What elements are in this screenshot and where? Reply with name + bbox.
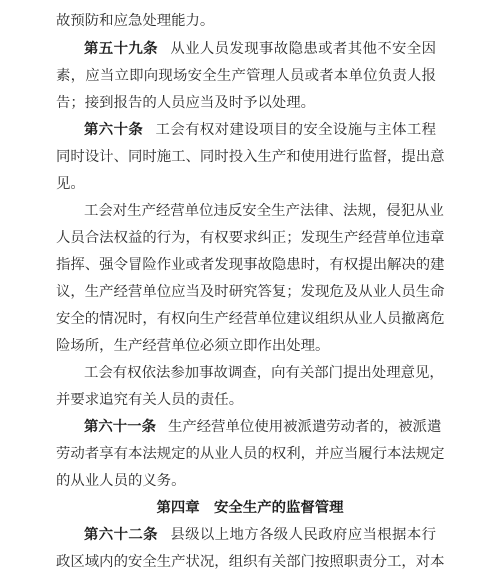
text-line-content: 工会对生产经营单位违反安全生产法律、法规，侵犯从业 [84,203,444,219]
text-line-content: 见。 [56,176,85,192]
text-line-content: 安全的情况时，有权向生产经营单位建议组织从业人员撤离危 [56,311,445,327]
text-line [56,252,445,278]
text-line [56,387,436,413]
text-line-content: 指挥、强令冒险作业或者发现事故隐患时，有权提出解决的建 [56,257,445,273]
text-line-content: 劳动者享有本法规定的从业人员的权利，并应当履行本法规定 [56,446,445,462]
text-line-content: 工会有权对建设项目的安全设施与主体工程 [155,122,436,138]
text-line [56,468,436,494]
text-line-content: 人员合法权益的行为，有权要求纠正；发现生产经营单位违章 [56,230,445,246]
text-line-content: 险场所，生产经营单位必须立即作出处理。 [56,338,330,354]
text-line-content: 并要求追究有关人员的责任。 [56,392,244,408]
text-line [56,90,436,116]
paragraph-first-line [56,198,444,224]
text-line [56,306,445,332]
text-line-content: 告；接到报告的人员应当及时予以处理。 [56,95,316,111]
article-line [56,522,436,548]
text-line-content: 同时设计、同时施工、同时投入生产和使用进行监督，提出意 [56,149,445,165]
text-line [56,171,436,197]
text-line-content: 议，生产经营单位应当及时研究答复；发现危及从业人员生命 [56,284,445,300]
article-number: 第五十九条 [84,41,158,57]
article-number: 第六十二条 [84,527,158,543]
text-line [56,63,436,89]
text-line-content: 的从业人员的义务。 [56,473,186,489]
paragraph-first-line [56,360,444,386]
text-line [56,225,445,251]
text-line-content: 工会有权依法参加事故调查，向有关部门提出处理意见， [84,365,444,381]
text-line-content: 政区域内的安全生产状况，组织有关部门按照职责分工，对本 [56,554,445,570]
text-line [56,549,445,575]
text-line-content: 生产经营单位使用被派遣劳动者的，被派遣 [167,419,442,435]
text-line [56,279,445,305]
text-line-content: 县级以上地方各级人民政府应当根据本行 [169,527,436,543]
text-line-content: 故预防和应急处理能力。 [56,13,215,29]
article-number: 第六十条 [84,122,144,138]
article-number: 第六十一条 [84,419,156,435]
article-line [56,117,436,143]
article-line [56,36,436,62]
chapter-heading: 第四章 安全生产的监督管理 [156,500,344,516]
article-line [56,414,442,440]
text-line-content: 素，应当立即向现场安全生产管理人员或者本单位负责人报 [56,68,436,84]
text-line [56,144,445,170]
text-line [56,333,436,359]
text-line [56,441,445,467]
text-line-content: 从业人员发现事故隐患或者其他不安全因 [169,41,436,57]
text-line [56,8,436,34]
